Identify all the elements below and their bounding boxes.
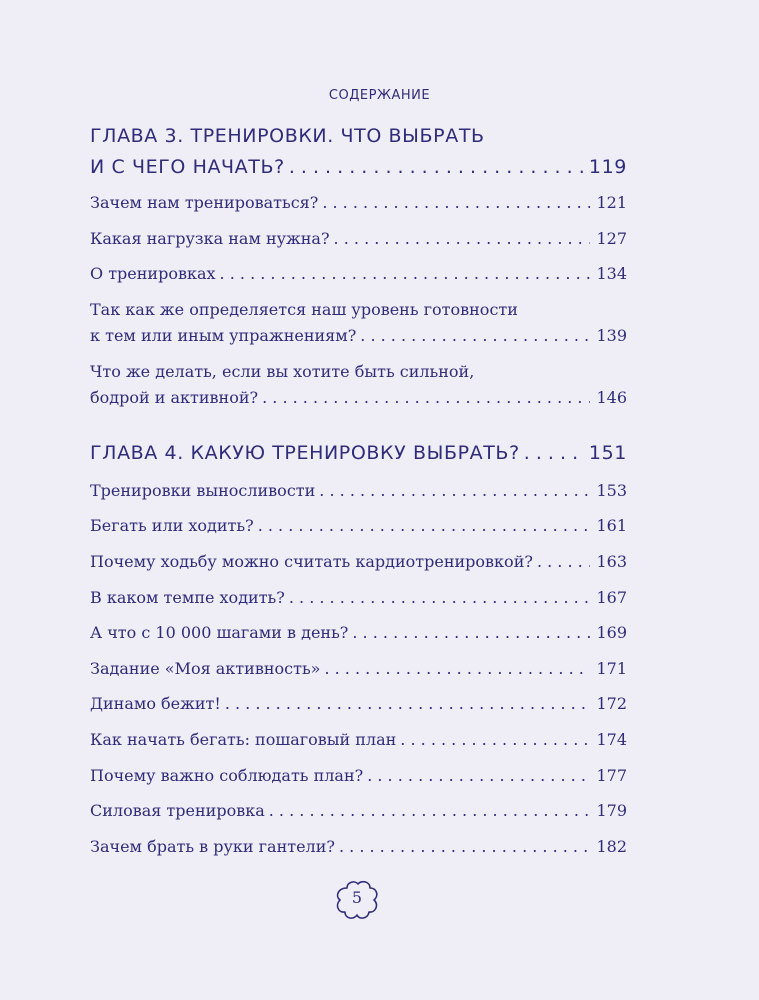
toc-entry-title: Какая нагрузка нам нужна? bbox=[90, 229, 330, 248]
chapter-3-title-line1: ГЛАВА 3. ТРЕНИРОВКИ. ЧТО ВЫБРАТЬ bbox=[90, 125, 485, 147]
toc-entry-title: Почему важно соблюдать план? bbox=[90, 766, 364, 785]
page-number: 5 bbox=[351, 888, 363, 907]
dot-leader bbox=[537, 551, 591, 573]
toc-entry[interactable] bbox=[90, 800, 627, 822]
chapter-4-title: ГЛАВА 4. КАКУЮ ТРЕНИРОВКУ ВЫБРАТЬ? bbox=[90, 442, 520, 464]
toc-entry-page: 127 bbox=[596, 229, 627, 248]
toc-entry-title: Силовая тренировка bbox=[90, 801, 265, 820]
toc-entry-page: 167 bbox=[596, 588, 627, 607]
toc-entry-page: 121 bbox=[596, 193, 627, 212]
toc-entry-title: А что с 10 000 шагами в день? bbox=[90, 623, 349, 642]
dot-leader bbox=[324, 658, 590, 680]
toc-entry[interactable] bbox=[90, 765, 627, 787]
toc-entry-page: 161 bbox=[596, 516, 627, 535]
toc-entry-title: Как начать бегать: пошаговый план bbox=[90, 730, 397, 749]
chapter-3-row[interactable] bbox=[90, 153, 627, 181]
toc-entry-title: В каком темпе ходить? bbox=[90, 588, 285, 607]
chapter-3-page: 119 bbox=[588, 156, 627, 178]
dot-leader bbox=[225, 693, 591, 715]
toc-entry-page: 179 bbox=[596, 801, 627, 820]
toc-entry-page: 172 bbox=[596, 694, 627, 713]
toc-entry[interactable] bbox=[90, 325, 627, 347]
toc-entry[interactable] bbox=[90, 587, 627, 609]
toc-entry[interactable] bbox=[90, 192, 627, 214]
toc-entry[interactable] bbox=[90, 836, 627, 858]
dot-leader bbox=[258, 515, 591, 537]
toc-entry[interactable] bbox=[90, 515, 627, 537]
dot-leader bbox=[400, 729, 590, 751]
toc-entry-page: 182 bbox=[596, 837, 627, 856]
dot-leader bbox=[352, 622, 590, 644]
toc-entry[interactable] bbox=[90, 622, 627, 644]
toc-entry[interactable] bbox=[90, 693, 627, 715]
dot-leader bbox=[289, 153, 583, 181]
dot-leader bbox=[269, 800, 591, 822]
dot-leader bbox=[322, 192, 590, 214]
dot-leader bbox=[319, 480, 590, 502]
dot-leader bbox=[367, 765, 590, 787]
dot-leader bbox=[289, 587, 591, 609]
page-number-badge bbox=[333, 878, 381, 922]
toc-entry-page: 163 bbox=[596, 552, 627, 571]
toc-entry-page: 169 bbox=[596, 623, 627, 642]
dot-leader bbox=[220, 263, 591, 285]
toc-entry-title: Динамо бежит! bbox=[90, 694, 221, 713]
dot-leader bbox=[262, 387, 590, 409]
toc-entry-page: 174 bbox=[596, 730, 627, 749]
toc-entry-title: О тренировках bbox=[90, 264, 216, 283]
running-head: СОДЕРЖАНИЕ bbox=[328, 88, 431, 103]
toc-entry-title: Почему ходьбу можно считать кардиотренировкой? bbox=[90, 552, 533, 571]
toc-entry-title: бодрой и активной? bbox=[90, 388, 259, 407]
toc-entry[interactable] bbox=[90, 387, 627, 409]
chapter-4-row[interactable] bbox=[90, 439, 627, 467]
toc-entry-title: Тренировки выносливости bbox=[90, 481, 316, 500]
toc-entry[interactable] bbox=[90, 729, 627, 751]
toc-entry-title-line1: Так как же определяется наш уровень готовности bbox=[90, 300, 518, 319]
dot-leader bbox=[339, 836, 590, 858]
toc-entry-title: Бегать или ходить? bbox=[90, 516, 254, 535]
toc-entry[interactable] bbox=[90, 551, 627, 573]
toc-entry-page: 146 bbox=[596, 388, 627, 407]
toc-entry-title: Зачем нам тренироваться? bbox=[90, 193, 319, 212]
toc-entry-title: Задание «Моя активность» bbox=[90, 659, 321, 678]
toc-entry-title-line1: Что же делать, если вы хотите быть сильной, bbox=[90, 362, 475, 381]
dot-leader bbox=[524, 439, 583, 467]
toc-entry-title: к тем или иным упражнениям? bbox=[90, 326, 357, 345]
toc-entry-page: 139 bbox=[596, 326, 627, 345]
toc-entry[interactable] bbox=[90, 658, 627, 680]
toc-entry-page: 177 bbox=[596, 766, 627, 785]
toc-entry-page: 134 bbox=[596, 264, 627, 283]
toc-entry-page: 171 bbox=[596, 659, 627, 678]
toc-entry[interactable] bbox=[90, 480, 627, 502]
toc-entry-title: Зачем брать в руки гантели? bbox=[90, 837, 335, 856]
chapter-3-title-line2: И С ЧЕГО НАЧАТЬ? bbox=[90, 156, 285, 178]
toc-entry[interactable] bbox=[90, 263, 627, 285]
toc-entry-page: 153 bbox=[596, 481, 627, 500]
toc-entry[interactable] bbox=[90, 228, 627, 250]
chapter-4-page: 151 bbox=[588, 442, 627, 464]
dot-leader bbox=[334, 228, 591, 250]
dot-leader bbox=[360, 325, 590, 347]
